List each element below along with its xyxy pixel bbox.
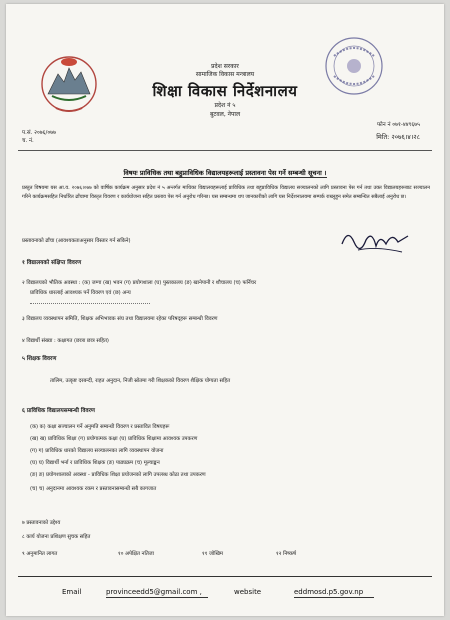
section-8-heading: ८ कार्य योजना प्रशिक्षण सुचक सहित <box>22 534 91 540</box>
website-label: website <box>234 588 262 596</box>
intro-paragraph: प्रस्तुत विषयमा यस आ.व. २०७६।०७७ को वार्षिक कार्यक्रम अनुसार प्रदेश नं ५ अन्तर्गत माथिका विद्यालयहरूलाई प्राविधिक तथा बहुप्राविधिक विद्यालय सञ्चालनको लागि प्रस्तावना पेस गर्न तथा उक्त विद्यालयहरूबाट सञ्चालन गरिने कार्यक्रमसहित निर्धारित ढाँचामा विस्तृत विवरण र कार्ययोजना सहित प्रस्ताव पेस गर्न अनुरोध गरिन्छ। यस सम्बन्धमा थप जानकारीको लागि यस निर्देशनालयमा सम्पर्क राख्नुहुन समेत सम्बन्धित सबैलाई अनुरोध छ। <box>22 185 430 200</box>
website-underline <box>294 597 374 598</box>
section-5-detail: तालिम, उत्कृष्ट दरबन्दी, राहत अनुदान, निजी स्रोतमा गरी शिक्षकको विवरण शैक्षिक योग्यता सहित <box>50 378 231 384</box>
dispatch-number: च. नं. <box>22 138 34 144</box>
section-12-heading: १२ निष्कर्ष <box>276 551 296 557</box>
section-6-item-f: (च) च) अनुदानमा आवश्यक रकम र प्रस्तावनासम्बन्धी सबै कागजात <box>30 486 157 492</box>
email-label: Email <box>62 588 82 596</box>
subject-text: विषयः प्राविधिक तथा बहुप्राविधिक विद्यालयहरूलाई प्रस्तावना पेस गर्ने सम्बन्धी सूचना । <box>123 169 327 177</box>
email-address: provinceedd5@gmail.com , <box>106 588 202 596</box>
section-11-heading: ११ जोखिम <box>202 551 223 557</box>
location-line: बुटवल, नेपाल <box>209 111 241 118</box>
section-3-heading: ३ विद्यालय व्यवस्थापन समिति, शिक्षक अभिभावक संघ तथा विद्यालयमा रहेका परिषद्हरू सम्बन्धी विवरण <box>22 316 218 322</box>
letter-page <box>6 4 444 616</box>
section-2-heading: २ विद्यालयको भौतिक अवस्था : (क) जग्गा (ख) भवन (ग) प्रयोगशाला (घ) पुस्तकालय (ङ) खानेपानी र शौचालय (च) फर्निचर <box>22 280 257 286</box>
section-4-heading: ४ विद्यार्थी संख्या : कक्षागत (छात्रा छात्र सहित) <box>22 338 109 344</box>
section-6-item-c: (ग) ग) प्राविधिक धारको विद्यालय सञ्चालनका लागि व्यवस्थापन योजना <box>30 448 164 454</box>
section-6-item-e: (ङ) ङ) प्रयोगशालाको अवस्था - प्राविधिक शिक्षा प्रयोजनको लागि उपलब्ध कोठा तथा उपकरण <box>30 472 206 478</box>
fill-in-line <box>30 298 150 304</box>
province-line: प्रदेश नं ५ <box>214 102 236 109</box>
office-title: शिक्षा विकास निर्देशनालय <box>152 82 298 100</box>
website-url: eddmosd.p5.gov.np <box>294 588 364 596</box>
section-6-item-a: (क) क) कक्षा सञ्चालन गर्ने अनुमति सम्बन्धी विवरण र प्रस्तावित विषयहरू <box>30 424 170 430</box>
reference-number: प.सं. २०७६/०७७ <box>22 130 56 136</box>
section-2-line-2: प्राविधिक धारलाई आवश्यक पर्ने विवरण एवं (छ) अन्य <box>30 290 131 296</box>
section-9-heading: ९ अनुमानित लागत <box>22 551 58 557</box>
section-6-heading: ६ प्राविधिक विद्यालयसम्बन्धी विवरण <box>22 408 95 414</box>
gov-line-2: सामाजिक विकास मन्त्रालय <box>195 71 255 78</box>
gov-line-1: प्रदेश सरकार <box>211 63 239 70</box>
section-2-line-3 <box>30 298 440 306</box>
section-6-item-d: (घ) घ) विद्यार्थी भर्ना र प्राविधिक शिक्षक (ङ) पाठ्यक्रम (च) मूल्याङ्कन <box>30 460 160 466</box>
section-5-heading: ५ शिक्षक विवरण <box>22 356 57 362</box>
section-1-heading: १ विद्यालयको संक्षिप्त विवरण <box>22 260 82 266</box>
section-10-heading: १० अपेक्षित नतिजा <box>118 551 154 557</box>
email-underline <box>106 597 208 598</box>
letter-date: मिति: २०७६।४।२८ <box>376 133 420 141</box>
footer-divider <box>18 576 432 577</box>
phone-number: फोन नं ०७१-४४९६७५ <box>377 122 420 128</box>
subject-line <box>6 168 444 177</box>
format-note: प्रस्तावनाको ढाँचा (आवश्यकताअनुसार विस्तार गर्न सकिने) <box>22 238 131 244</box>
section-7-heading: ७ प्रस्तावनाको उद्देश्य <box>22 520 61 526</box>
header-divider <box>18 150 432 151</box>
section-6-item-b: (ख) ख) प्राविधिक शिक्षा (ग) प्रयोगात्मक कक्षा (घ) प्राविधिक शिक्षामा आवश्यक उपकरण <box>30 436 198 442</box>
